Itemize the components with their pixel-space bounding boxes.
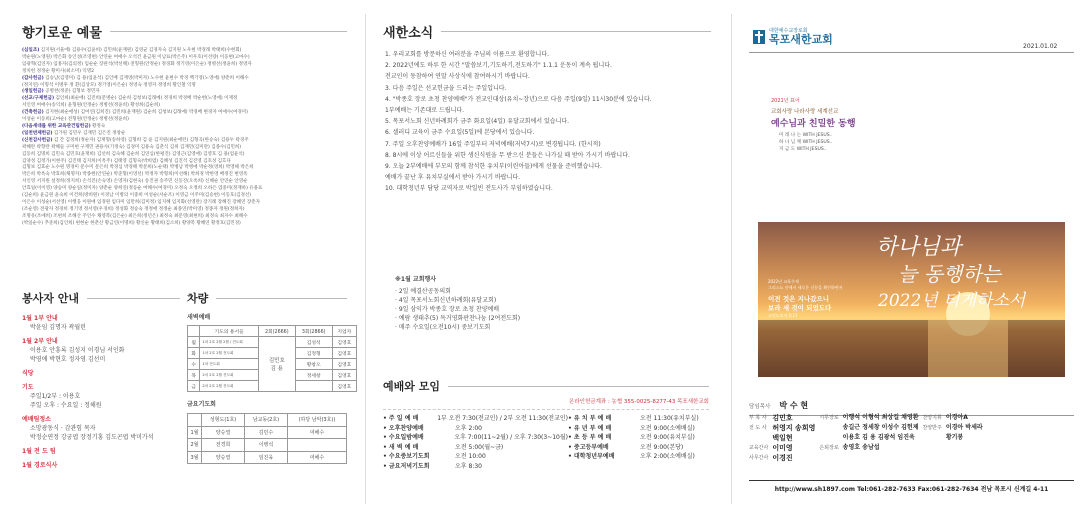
meals-header-cell: 남교동(2호) xyxy=(245,414,288,427)
volunteer-list xyxy=(22,314,180,470)
meals-cell: 이병석 xyxy=(245,439,288,452)
offering-names: 박순원(노영원) 박은화 송인성(조영현) 안연순 여애수 오석건 윤금원 이남표(박은주) 이우호(이선량) 이웅현(고마수) xyxy=(22,54,250,60)
meals-cell: 임진육 xyxy=(245,451,288,464)
duty-rotation: 김민호 김 용 xyxy=(258,337,295,392)
news-item: 8. 8시에 이상 어르신들을 위한 생신식원을 무 받으신 분들은 나가실 때 받아 가시기 바랍니다. xyxy=(385,151,630,159)
motto-small-list xyxy=(779,132,856,153)
staff-name: 이경아 박세라 xyxy=(945,424,983,431)
worship-row xyxy=(568,452,699,462)
meals-cell: 김민수 xyxy=(245,426,288,439)
worship-row xyxy=(383,414,568,424)
offering-names: 김 간 김경희(정순자) 김재형(송하영) 김형희 김 윤 김지원(최순애턴) 김형곡(한승숙) 김용두 곽경주 xyxy=(52,137,249,143)
volunteer-names: 박정순연정 강궁엽 장정기홍 김도곤엽 박미가석 xyxy=(30,434,154,441)
offering-line xyxy=(22,207,347,214)
meals-header-cell: 성형도(1호) xyxy=(202,414,245,427)
volunteer-heading: 예배팀정소 xyxy=(22,416,51,423)
header-rule xyxy=(749,52,1074,53)
worship-time: 오후 2:00(소예배실) xyxy=(640,453,695,461)
duty-table-header xyxy=(188,326,357,337)
staff-row xyxy=(749,413,987,423)
news-item: 1. 우리교회를 방문하신 여러분을 주님의 이름으로 환영합니다. xyxy=(385,51,549,58)
meals-row xyxy=(188,451,347,464)
duty-cell: 김정형 xyxy=(295,348,332,359)
news-item: 9. 오늘 2부예배에 부모의 함께 참석한 유치부(이린아들)에게 선물을 준비했습니다. xyxy=(385,163,602,171)
worship-time: 1부 오전 7:30(전교인) / 2부 오전 11:30(전교인) xyxy=(437,415,568,422)
news-item: 전교인이 동참하여 연말 사상식에 참여하시기 바랍니다. xyxy=(385,73,530,81)
worship-row xyxy=(383,433,568,443)
panel-cover xyxy=(731,0,1091,516)
meals-cell: 양승열 xyxy=(202,426,245,439)
schedule-item: · 2일 예결산공동의회 xyxy=(395,288,451,295)
footer-contact: http://www.sh1897.com Tel:061-282-7633 Fax:061-282-7634 전남 목포시 신계길 4-11 xyxy=(749,480,1074,493)
news-list xyxy=(383,49,711,195)
staff-name: 이경진 xyxy=(772,454,793,462)
offering-names: 정치헌 정정순 황미사(최소미) 익명2 xyxy=(22,68,95,74)
duty-header-cell: 지업자 xyxy=(332,326,356,337)
cover-verse-ref: 고린도후서 5:17 xyxy=(768,313,798,318)
cover-title-3: 2022년 티게하소서 xyxy=(878,291,1026,311)
staff-role: 부 목 사 xyxy=(749,415,767,421)
news-item: 2. 2022년에도 하루 한 시간 "말씀보기,기도하기,전도하기" 1.1.1 운동이 계속 됩니다. xyxy=(385,62,612,70)
staff-table xyxy=(749,413,987,463)
worship-row xyxy=(383,443,568,453)
duty-header-day xyxy=(188,326,200,337)
volunteer-heading: 식당 xyxy=(22,370,34,377)
offering-names: 서인영 서지원 설정희(정지희) 손석진(손숙영) 손영자(김현숙) 송진권 송주민 신동진(오옥희) 신혜순 안연순 안영순 xyxy=(22,179,248,185)
motto-small-line: 하 나 님 께 WITH JESUS.. xyxy=(779,140,833,145)
offering-line xyxy=(22,138,347,145)
offering-names: 김지현(최순애성) 김여연(김희진) 김민희(윤재원) 김순희 김청보(김래예) 박경배 변경자 여애수(여경미) xyxy=(43,110,248,116)
offering-line xyxy=(22,117,347,124)
offering-line xyxy=(22,145,347,152)
meals-cell: 양승열 xyxy=(202,451,245,464)
staff-row xyxy=(749,433,987,443)
meals-cell: 3월 xyxy=(188,451,202,464)
worship-name: • 유 치 부 예 배 xyxy=(568,415,612,422)
staff-role: 사무간사 xyxy=(749,455,769,461)
news-item: 5. 목포서노회 신년하례회가 금주 화요일(4일) 유달교회에서 있습니다. xyxy=(385,118,570,126)
worship-name: • 수요중보기도회 xyxy=(383,453,430,461)
offering-names: 조명유(조애희) 조현희 조해산 주인수 채영복(김은순) 최은희(정년은) 최정숙 최문영(최현희) 최정숙 최자수 최해수 xyxy=(22,213,248,219)
worship-name: • 유 년 부 예 배 xyxy=(568,424,612,432)
offering-category: (일천번제헌금) xyxy=(22,130,53,136)
staff-row xyxy=(749,453,987,463)
duty-header-cell: 3회(2866) xyxy=(295,326,332,337)
offering-names: 서인영 여애수(송익희) 윤형원(안정순) 정병선(정윤희) 황성희(김순희) xyxy=(22,103,161,109)
worship-name: • 수요일밤예배 xyxy=(383,434,424,442)
staff-name: 황기봉 xyxy=(945,434,964,441)
news-item: 3. 다음 주일은 선교헌금을 드리는 주일입니다. xyxy=(385,84,507,92)
offering-line xyxy=(22,48,347,55)
duty-cell: 김영호 xyxy=(332,348,356,359)
worship-list-right xyxy=(568,414,699,472)
offering-names: 김인희(최순애) 김진희(문병순) 김순희 김청보(김래예) 정경희 박경배 박순현(노영애) 이재정 xyxy=(54,96,238,102)
staff-role xyxy=(819,423,842,433)
worship-schedule xyxy=(383,409,709,472)
cover-verse-1: 이전 것은 지나갔으니 xyxy=(768,295,830,303)
offering-category: (감사헌금) xyxy=(22,75,44,81)
volunteer-heading: 1월 2부 안내 xyxy=(22,338,58,345)
duty-cell xyxy=(295,381,332,392)
volunteer-heading: 기도 xyxy=(22,384,34,391)
meals-row xyxy=(188,426,347,439)
volunteer-title: 봉사자 안내 xyxy=(22,290,180,306)
duty-cell: 김영호 xyxy=(332,370,356,381)
offering-line xyxy=(22,214,347,221)
worship-row xyxy=(568,433,699,443)
duty-cell: 김영호 xyxy=(332,381,356,392)
offering-category: (생일헌금) xyxy=(22,89,44,95)
meals-row xyxy=(188,439,347,452)
offering-names: 공병천(정준) 김형보 정민자 xyxy=(43,89,100,95)
meals-title: 금요기도회 xyxy=(187,401,216,408)
account-info: 온라인헌금계좌 : 농협 355-0025-8277-43 목포새한교회 xyxy=(569,399,709,405)
schedule-item: · 9일 삼익가 박종호 장로 초청 찬양예배 xyxy=(395,306,500,313)
volunteer-names: 주일 오후 : 수요일 : 정해원 xyxy=(30,402,102,409)
staff-role: 찬양지휘 xyxy=(922,415,942,421)
duty-cell: 김성석 xyxy=(295,337,332,348)
staff-name: 이용호 김 용 김광석 임진욱 xyxy=(842,434,915,441)
staff-role xyxy=(749,433,772,443)
news-section-title: 새한소식 xyxy=(383,22,711,41)
offering-category: (선교/구제헌금) xyxy=(22,96,55,102)
worship-list-left xyxy=(383,414,568,472)
worship-time: 오전 11:30(유치부실) xyxy=(640,415,699,422)
duty-header-cell: 2회(2666) xyxy=(258,326,295,337)
volunteer-item xyxy=(22,461,180,470)
meals-cell xyxy=(287,439,346,452)
motto-block xyxy=(771,97,856,153)
duty-header-cell: 기도의 용서들 xyxy=(200,326,258,337)
volunteer-item xyxy=(22,314,180,332)
duty-day: 금 xyxy=(188,381,200,392)
offering-names: (박일순수) 추준희(김인희) 편현순 한춘산 황금연(이명희) 황신순 황태희(김소희) 황양복 황혜연 황정호(김민경) xyxy=(22,220,241,226)
offering-names: 이은수 이성순(서선영) 이행웅 이원애 임경원 임다미 임만희(김미정) 임지혜 임지화(선영란) 장기례 장혜진 장혜연 장춘자 xyxy=(22,199,260,205)
duty-day: 월 xyxy=(188,337,200,348)
church-name: 목포새한교회 xyxy=(769,33,833,46)
worship-name: • 대학청년부예배 xyxy=(568,453,615,461)
schedule-title: ※1월 교회행사 xyxy=(395,276,437,283)
staff-name: 김민호 xyxy=(772,414,793,422)
staff-name: 이행석 이형석 최상길 채영환 xyxy=(842,414,919,421)
church-header xyxy=(753,28,833,46)
panel-news xyxy=(365,0,731,516)
offering-names: (정지연) 이형석 이병후 정 환(김상모) 정기영(이은순) 정영숙 정영자 정영희 황인철 익명 xyxy=(22,82,196,88)
offering-names: 황정숙 xyxy=(90,123,106,129)
volunteer-heading: 1월 경로식사 xyxy=(22,462,58,469)
meals-header-cell xyxy=(188,414,202,427)
staff-row xyxy=(749,443,987,453)
offering-category: (건축헌금) xyxy=(22,110,44,116)
meals-cell: 2월 xyxy=(188,439,202,452)
news-item: 4. "박종호 장로 초청 찬양예배"가 전교인대상(유치~장년)으로 다음 주일(9일) 11시30분에 있습니다. xyxy=(385,95,652,103)
offering-names: 이성순 이동희(고마순) 전형원(안정순) 정병선(정윤희) xyxy=(22,117,129,123)
motto-line-2: 예수님과 친밀한 동행 xyxy=(771,119,856,129)
staff-role xyxy=(923,433,946,443)
offering-line xyxy=(22,200,347,207)
volunteer-item xyxy=(22,447,180,456)
volunteer-block xyxy=(22,290,180,475)
offering-names: 곽혜란 곽향란 곽혜들 구미현 구재민 권용사(기정숙) 김경미 김용숙 김춘식 김위 김재민(김미란) 김종수(김민희) xyxy=(22,144,242,150)
duty-route: 1차 2호 2월 전도회 xyxy=(200,348,258,359)
worship-title: 예배와 모임 xyxy=(383,378,709,394)
worship-row xyxy=(383,424,568,434)
offering-names: 임광혁(김연자) 임홍자(김의정) 임순순 장관석(박선해) 전형원(안정순) 정경화 정기영(이은순) 정병선(정윤희) 정영자 xyxy=(22,61,252,67)
offering-line xyxy=(22,221,347,228)
motto-year: 2021년 표어 xyxy=(771,98,800,104)
motto-small-line: 지 금 도 WITH JESUS.. xyxy=(779,147,827,152)
offering-line xyxy=(22,131,347,138)
duty-route: 1차 전도회 xyxy=(200,359,258,370)
panel-offerings xyxy=(0,0,365,516)
worship-name: • 중고등부예배 xyxy=(568,443,609,451)
staff-role xyxy=(819,433,842,443)
worship-time: 오전 9:00(소예배실) xyxy=(640,424,695,432)
offering-line xyxy=(22,193,347,200)
motto-small-line: 미 래 나 는 WITH JESUS.. xyxy=(779,133,833,138)
offering-line xyxy=(22,62,347,69)
duty-route: 2차 2호 2월 전도회 xyxy=(200,370,258,381)
offering-line xyxy=(22,124,347,131)
staff-role: 전 도 사 xyxy=(749,425,767,431)
offering-names: 박은희 박옥숙 박효희(채명자) 박종현(안연순) 박준형(이영선) 박정자 박형희(이선해) 박희경 박한영 배정진 변영옥 xyxy=(22,172,248,178)
volunteer-names: 박영애 박현호 정자영 김선미 xyxy=(30,356,106,363)
duty-day: 목 xyxy=(188,370,200,381)
offering-names: 김승남(김영미) 김 용(엄윤석) 김인배 김재영(박미자) 노수현 윤현수 박경 백기영(노영애) 양춘희 이해수 xyxy=(43,75,249,81)
schedule-item: · 매주 수요일(오전10시) 중보기도회 xyxy=(395,324,491,331)
staff-name: 백일현 xyxy=(772,434,793,442)
offering-names: 김지원(서울에) 김용수(김윤희) 김민희(윤재원) 김영균 김경자숙 김지원 노우현 박경래 박태희(수현회) xyxy=(39,48,242,53)
volunteer-heading: 1월 전 도 팀 xyxy=(22,448,56,455)
worship-time: 오후 8:30 xyxy=(455,462,482,470)
worship-name: • 초 등 부 예 배 xyxy=(568,434,612,442)
staff-role xyxy=(923,453,946,463)
duty-day: 화 xyxy=(188,348,200,359)
worship-row xyxy=(383,452,568,462)
offering-line xyxy=(22,69,347,76)
schedule-item: · 예람 생태추(5) 독거영화판찬나눔 (2여전도회) xyxy=(395,315,521,322)
offering-names: 김동희 김명희 김민숙 김민호(윤재희) 김선희 김숙혜 김순희 김연심(한평진) 김영근(김영애) 김영호 김 용(엄윤석) xyxy=(22,151,245,157)
staff-name: 이경아A xyxy=(945,414,968,421)
schedule-item: · 4일 목포서노회신년하례회(유달교회) xyxy=(395,297,497,304)
staff-role: 은퇴장로 xyxy=(819,445,839,451)
meals-header-cell: (하당 남악(3호)) xyxy=(287,414,346,427)
worship-name: • 금요저녁기도회 xyxy=(383,462,430,470)
volunteer-names: 이용호 안흥록 김성지 이경님 서인화 xyxy=(30,347,125,354)
offering-category: (신천감사헌금) xyxy=(22,137,53,143)
duty-day: 수 xyxy=(188,359,200,370)
worship-block xyxy=(383,378,709,472)
volunteer-item xyxy=(22,337,180,364)
meals-cell: 전경희 xyxy=(202,439,245,452)
news-item: 10. 대학청년부 담당 교역자로 박일빈 전도사가 부임하였습니다. xyxy=(385,185,553,193)
offering-names: (김순희) 윤금원 윤숙희 이건희(방희원) 이경남 이병의 이중희 이성순(서순조) 이영금 이주미(김승현) 이동호(김경선) xyxy=(22,193,251,199)
volunteer-names: 주일1/2부 : 이용호 xyxy=(30,393,81,400)
staff-role xyxy=(923,443,946,453)
bulletin-date: 2021.01.02 xyxy=(1023,43,1058,50)
offering-names: 김가원 김민우 김재민 김은진 정창순 xyxy=(52,130,126,136)
staff-role: 시무장로 xyxy=(819,415,839,421)
offering-names: 김양성 김정가(이현주) 김진태 김지희(이옥주) 김태영 김형숙(박희엽) 김혜성 김진석 김진영 김호성 김흐다 xyxy=(22,158,231,164)
pastor-label: 담임목사 xyxy=(749,404,771,410)
offering-category: (다음세대를 위한 교육관건립헌금) xyxy=(22,123,91,129)
meals-cell: 여해수 xyxy=(287,451,346,464)
staff-name xyxy=(946,453,987,463)
cover-title-1: 하나님과 xyxy=(876,235,962,260)
offering-list xyxy=(22,48,347,228)
worship-time: 오후 2:00 xyxy=(455,424,482,432)
staff-name: 송길근 정세창 이성수 김헌제 xyxy=(842,424,919,431)
worship-row xyxy=(383,462,568,472)
meals-cell: 여해수 xyxy=(287,426,346,439)
duty-route: 1차 2호 2월 2월 / 전도회 xyxy=(200,337,258,348)
news-item: 예배가 끝난 후 유치부실에서 받아 가시기 바랍니다. xyxy=(385,174,521,182)
duty-cell: 김영호 xyxy=(332,337,356,348)
offering-category: (십일조) xyxy=(22,48,40,53)
staff-name: 송영호 송남섭 xyxy=(842,444,880,451)
staff-row xyxy=(749,423,987,433)
offering-names: 안효일(이이영) 양승미 양순일(정미자) 양춘순 양희연(정동순 여해수(여경미) 오정숙 오정희 오하은 염중미(정재하) 유용표 xyxy=(22,186,263,192)
worship-name: • 새 벽 예 배 xyxy=(383,443,419,451)
pastor-name: 박 수 현 xyxy=(779,401,809,410)
offering-line xyxy=(22,186,347,193)
worship-row xyxy=(568,414,699,424)
schedule-block xyxy=(395,275,520,332)
staff-name: 이미영 xyxy=(772,444,793,452)
duty-route: 2차 2호 2월 전도회 xyxy=(200,381,258,392)
volunteer-item xyxy=(22,369,180,378)
worship-time: 오전 5:00(월~금) xyxy=(455,443,504,451)
worship-name: • 오후찬양예배 xyxy=(383,424,424,432)
volunteer-names: 박윤임 김명자 곽월린 xyxy=(30,324,86,331)
schedule-list xyxy=(395,287,520,332)
staff-name xyxy=(843,453,923,463)
cover-image xyxy=(758,222,1065,377)
worship-time: 오후 7:00(11~2월) / 오후 7:30(3~10월) xyxy=(454,434,568,442)
offering-names: 김형보 김효순 노수원 명경미 문수미 문은희 박경심 박경해 박문희(노순택) 박병남 박병애 박순정(영희) 박영해 박은희 xyxy=(22,165,254,171)
motto-line-1: 교회사랑 나라사랑 세계선교 xyxy=(771,109,839,115)
offering-line xyxy=(22,55,347,62)
cover-verse-2: 보라 새 것이 되었도다 xyxy=(768,304,832,312)
cover-small-2: 그리스도 안에서 새로운 신분을 확인하면서 xyxy=(768,285,843,290)
duty-table xyxy=(187,325,357,392)
news-item: 7. 주일 오후찬양예배가 16일 주일부터 저녁예배(저녁7시)로 변경됩니다. (한시적) xyxy=(385,140,601,148)
news-item: 6. 셀러디 교육이 금주 수요일(5일)에 본당에서 있습니다. xyxy=(385,129,535,137)
duty-row xyxy=(188,337,357,348)
duty-block xyxy=(187,290,352,464)
news-item: 1부예배는 기존대로 드립니다. xyxy=(385,107,465,115)
volunteer-heading: 1월 1부 안내 xyxy=(22,315,58,322)
duty-title: 차량 xyxy=(187,290,347,306)
volunteer-names: 소망광동식 · 감관힘 목자 xyxy=(30,425,96,432)
worship-row xyxy=(568,443,699,453)
offering-names: (조순영) 전광자 정경희 정기영 정서영(우경희) 정성화 정승숙 정정애 정정순 최종연(박미영) 정종자 정원(정희자) xyxy=(22,206,245,212)
meals-table-header xyxy=(188,414,347,427)
duty-subtitle: 새벽예배 xyxy=(187,314,211,321)
offering-section-title: 향기로운 예물 xyxy=(22,22,347,41)
staff-role xyxy=(819,453,842,463)
worship-time: 오전 9:00(유치부실) xyxy=(640,434,695,442)
cover-title-2: 늘 동행하는 xyxy=(898,262,1001,286)
staff-name xyxy=(946,443,987,453)
meals-cell: 1월 xyxy=(188,426,202,439)
staff-role: 찬양반주 xyxy=(922,425,942,431)
church-subname: 대한예수교장로회 xyxy=(769,28,808,34)
offering-line xyxy=(22,152,347,159)
staff-name: 허영지 송희영 xyxy=(772,424,816,432)
worship-time: 오전 9:00(본당) xyxy=(640,443,684,451)
duty-cell: 김영호 xyxy=(332,359,356,370)
church-logo-icon xyxy=(753,30,765,44)
worship-name: • 주 일 예 배 xyxy=(383,415,419,422)
volunteer-item xyxy=(22,383,180,410)
duty-cell: 정세창 xyxy=(295,370,332,381)
cover-small-1: 2022년 교육주제 xyxy=(768,279,799,284)
offering-line xyxy=(22,76,347,83)
worship-time: 오전 10:00 xyxy=(455,453,486,461)
volunteer-item xyxy=(22,415,180,442)
worship-row xyxy=(568,424,699,434)
meals-table xyxy=(187,413,347,464)
staff-role: 교육간사 xyxy=(749,445,769,451)
duty-cell: 황창오 xyxy=(295,359,332,370)
